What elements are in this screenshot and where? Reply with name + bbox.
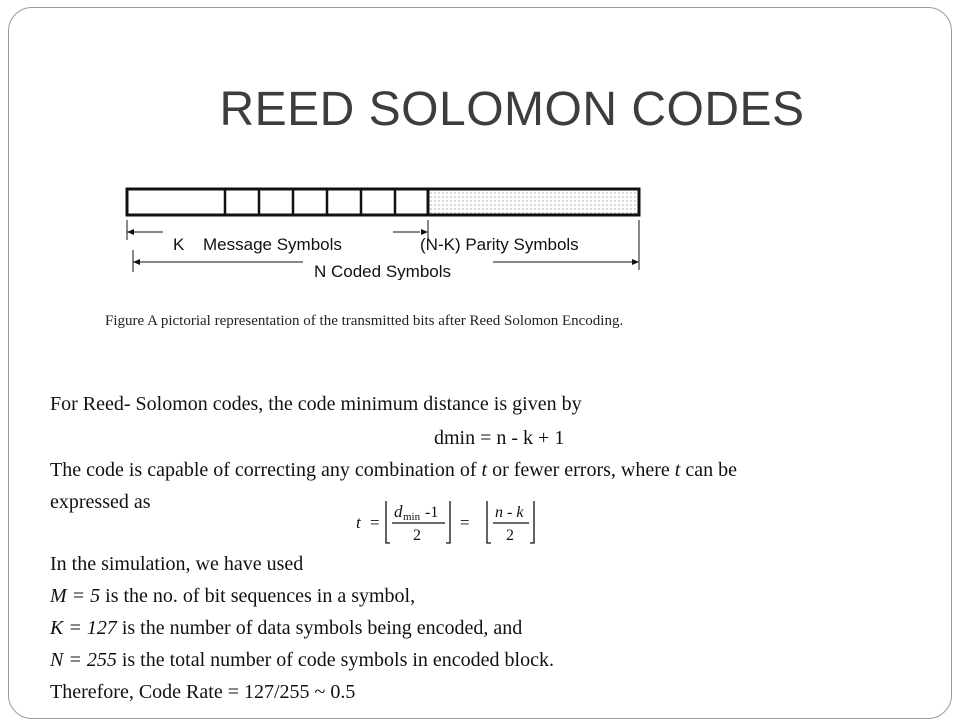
svg-text:-1: -1: [425, 504, 439, 521]
slide-title: REED SOLOMON CODES: [219, 83, 805, 136]
figure-caption: Figure A pictorial representation of the transmitted bits after Reed Solomon Encoding.: [105, 313, 624, 329]
svg-text:2: 2: [506, 527, 514, 544]
message-symbols-label: Message Symbols: [203, 235, 342, 254]
message-symbols-block: [127, 189, 428, 215]
simulation-intro: In the simulation, we have used: [50, 553, 304, 575]
coded-symbols-label: N Coded Symbols: [314, 262, 452, 280]
svg-text:min: min: [403, 511, 421, 523]
svg-text:t: t: [356, 513, 361, 532]
min-distance-text: For Reed- Solomon codes, the code minimum distance is given by: [50, 393, 582, 415]
svg-text:2: 2: [413, 527, 421, 544]
svg-text:d: d: [394, 502, 403, 521]
correction-text: The code is capable of correcting any combination of t or fewer errors, where t can be: [50, 459, 737, 481]
svg-text:=: =: [460, 513, 470, 532]
parity-symbols-label: (N-K) Parity Symbols: [420, 235, 579, 254]
codeword-diagram: [118, 180, 648, 280]
expressed-as-text: expressed as: [50, 491, 151, 513]
k-label: K: [173, 235, 185, 254]
k-parameter: K = 127 is the number of data symbols being encoded, and: [50, 617, 523, 639]
m-parameter: M = 5 is the no. of bit sequences in a symbol,: [50, 585, 416, 607]
svg-text:n - k: n - k: [495, 504, 524, 521]
parity-symbols-block: [428, 189, 639, 215]
svg-text:=: =: [370, 513, 380, 532]
n-parameter: N = 255 is the total number of code symbols in encoded block.: [50, 649, 554, 671]
t-formula: [352, 495, 542, 549]
code-rate: Therefore, Code Rate = 127/255 ~ 0.5: [50, 681, 356, 703]
dmin-equation: dmin = n - k + 1: [434, 427, 565, 449]
